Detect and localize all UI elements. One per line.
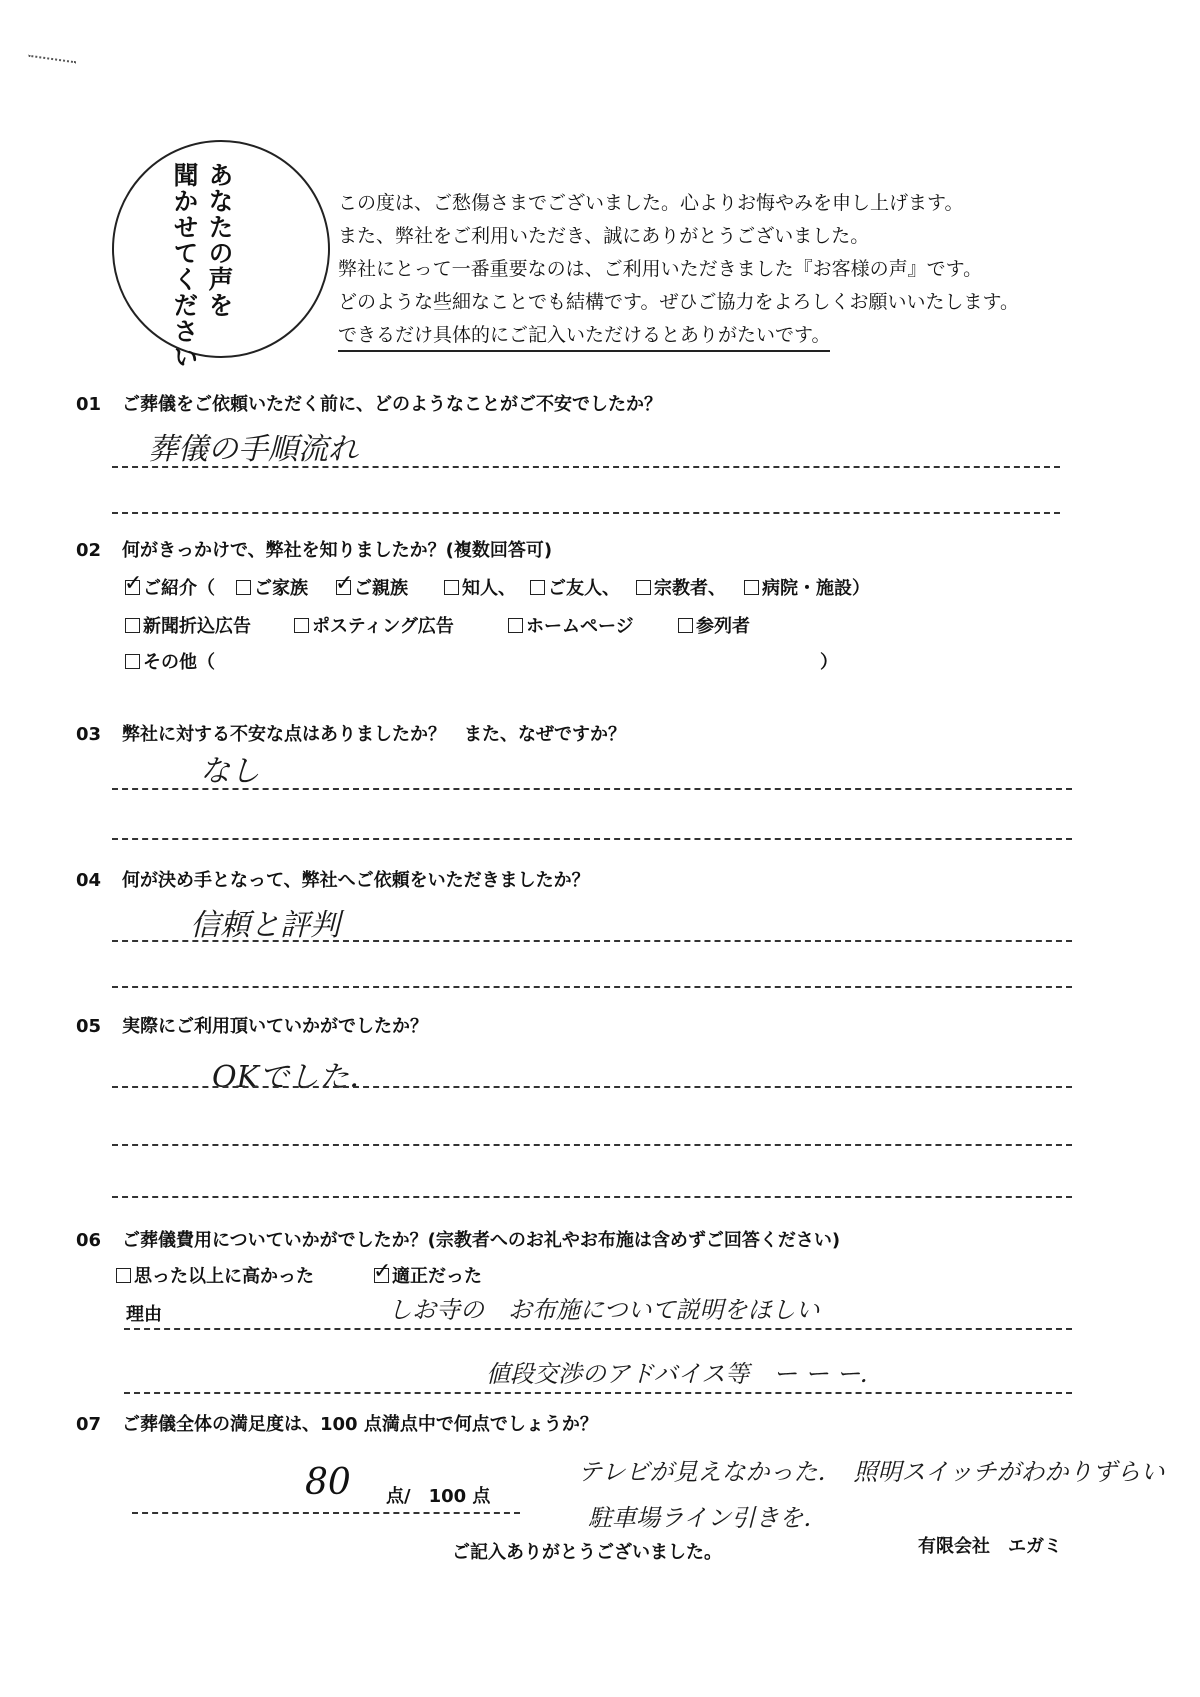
- checkbox[interactable]: [125, 654, 140, 669]
- option-label: 新聞折込広告: [143, 616, 251, 637]
- option-fair[interactable]: [374, 1262, 482, 1288]
- question-03: [76, 720, 626, 746]
- question-number: 05: [76, 1016, 102, 1037]
- thanks-message: ご記入ありがとうございました。: [452, 1542, 722, 1563]
- intro-line-2: また、弊社をご利用いただき、誠にありがとうございました。: [338, 225, 870, 247]
- reason-answer-2: 値段交渉のアドバイス等 ー ー ー．: [486, 1360, 884, 1388]
- reason-label: 理由: [126, 1304, 162, 1325]
- company-name: 有限会社 エガミ: [918, 1536, 1062, 1557]
- intro-line-1: この度は、ご愁傷さまでございました。心よりお悔やみを申し上げます。: [338, 192, 964, 214]
- question-number: 03: [76, 724, 102, 745]
- checkbox[interactable]: [116, 1268, 131, 1283]
- option-label: 知人、: [462, 578, 516, 599]
- question-text: 何がきっかけで、弊社を知りましたか？(複数回答可): [122, 540, 553, 561]
- checkbox-checked[interactable]: [125, 580, 140, 595]
- question-06: [76, 1226, 840, 1252]
- answer-line: [112, 1144, 1072, 1146]
- question-text: ご葬儀費用についていかがでしたか？(宗教者へのお礼やお布施は含めずご回答ください): [122, 1230, 841, 1251]
- score-unit: 点/ 100 点: [386, 1486, 491, 1507]
- answer-line: [112, 512, 1060, 514]
- checkbox[interactable]: [236, 580, 251, 595]
- scan-speck: [28, 55, 76, 66]
- option-label: 思った以上に高かった: [134, 1266, 314, 1287]
- option-newspaper[interactable]: [125, 612, 251, 638]
- question-text: 実際にご利用頂いていかがでしたか？: [122, 1016, 428, 1037]
- checkbox[interactable]: [744, 580, 759, 595]
- option-other[interactable]: [125, 648, 215, 674]
- option-attendee[interactable]: [678, 612, 750, 638]
- question-01: [76, 390, 662, 416]
- question-05: [76, 1012, 428, 1038]
- option-introduction[interactable]: [125, 574, 215, 600]
- option-homepage[interactable]: [508, 612, 634, 638]
- reason-answer-1: しお寺の お布施について説明をほしい: [388, 1296, 820, 1324]
- option-label: ご親族: [354, 578, 408, 599]
- question-number: 02: [76, 540, 102, 561]
- answer-line: [112, 1196, 1072, 1198]
- option-hospital[interactable]: [744, 574, 870, 600]
- question-07: [76, 1410, 598, 1436]
- option-friend[interactable]: [530, 574, 620, 600]
- option-label: 病院・施設）: [762, 578, 870, 599]
- circle-text-line-2: 聞かせてください: [170, 162, 199, 370]
- option-posting[interactable]: [294, 612, 454, 638]
- answer-line: [112, 940, 1072, 942]
- checkbox-checked[interactable]: [374, 1268, 389, 1283]
- checkbox[interactable]: [508, 618, 523, 633]
- option-label: 参列者: [696, 616, 750, 637]
- option-label: 適正だった: [392, 1266, 482, 1287]
- question-text: 何が決め手となって、弊社へご依頼をいただきましたか？: [122, 870, 590, 891]
- checkbox[interactable]: [636, 580, 651, 595]
- checkbox[interactable]: [294, 618, 309, 633]
- intro-line-5: できるだけ具体的にご記入いただけるとありがたいです。: [338, 320, 830, 352]
- option-label: ご友人、: [548, 578, 620, 599]
- answer-line: [112, 466, 1060, 468]
- intro-line-4: どのような些細なことでも結構です。ぜひご協力をよろしくお願いいたします。: [338, 291, 1019, 313]
- option-label: ポスティング広告: [312, 616, 454, 637]
- answer-line: [112, 788, 1072, 790]
- question-number: 07: [76, 1414, 102, 1435]
- option-label: 宗教者、: [654, 578, 726, 599]
- checkbox-checked[interactable]: [336, 580, 351, 595]
- option-family[interactable]: [236, 574, 308, 600]
- option-relatives[interactable]: [336, 574, 408, 600]
- question-text: ご葬儀全体の満足度は、100 点満点中で何点でしょうか？: [122, 1414, 598, 1435]
- option-religious[interactable]: [636, 574, 726, 600]
- checkbox[interactable]: [530, 580, 545, 595]
- checkbox[interactable]: [125, 618, 140, 633]
- other-close-paren: ）: [820, 652, 838, 673]
- option-more-expensive[interactable]: [116, 1262, 314, 1288]
- option-label: ご紹介（: [143, 578, 215, 599]
- question-number: 04: [76, 870, 102, 891]
- comment-line-1: テレビが見えなかった． 照明スイッチがわかりずらい: [578, 1458, 1165, 1486]
- option-label: ホームページ: [526, 616, 634, 637]
- answer-03: なし: [200, 754, 260, 789]
- score-line: [132, 1512, 520, 1514]
- question-text: 弊社に対する不安な点はありましたか？ また、なぜですか？: [122, 724, 626, 745]
- answer-01: 葬儀の手順流れ: [148, 432, 358, 467]
- question-02: [76, 536, 552, 562]
- option-label: その他（: [143, 652, 215, 673]
- score-value: 80: [305, 1462, 351, 1503]
- circle-text-line-1: あなたの声を: [205, 162, 234, 318]
- answer-line: [112, 838, 1072, 840]
- answer-05: OKでした．: [212, 1060, 380, 1095]
- question-number: 01: [76, 394, 102, 415]
- answer-04: 信頼と評判: [190, 908, 340, 943]
- answer-line: [112, 986, 1072, 988]
- checkbox[interactable]: [444, 580, 459, 595]
- option-label: ご家族: [254, 578, 308, 599]
- answer-line: [124, 1392, 1072, 1394]
- question-04: [76, 866, 590, 892]
- answer-line: [124, 1328, 1072, 1330]
- answer-line: [112, 1086, 1072, 1088]
- checkbox[interactable]: [678, 618, 693, 633]
- option-acquaintance[interactable]: [444, 574, 516, 600]
- intro-line-3: 弊社にとって一番重要なのは、ご利用いただきました『お客様の声』です。: [338, 258, 983, 280]
- question-number: 06: [76, 1230, 102, 1251]
- question-text: ご葬儀をご依頼いただく前に、どのようなことがご不安でしたか？: [122, 394, 662, 415]
- comment-line-2: 駐車場ライン引きを．: [588, 1504, 828, 1532]
